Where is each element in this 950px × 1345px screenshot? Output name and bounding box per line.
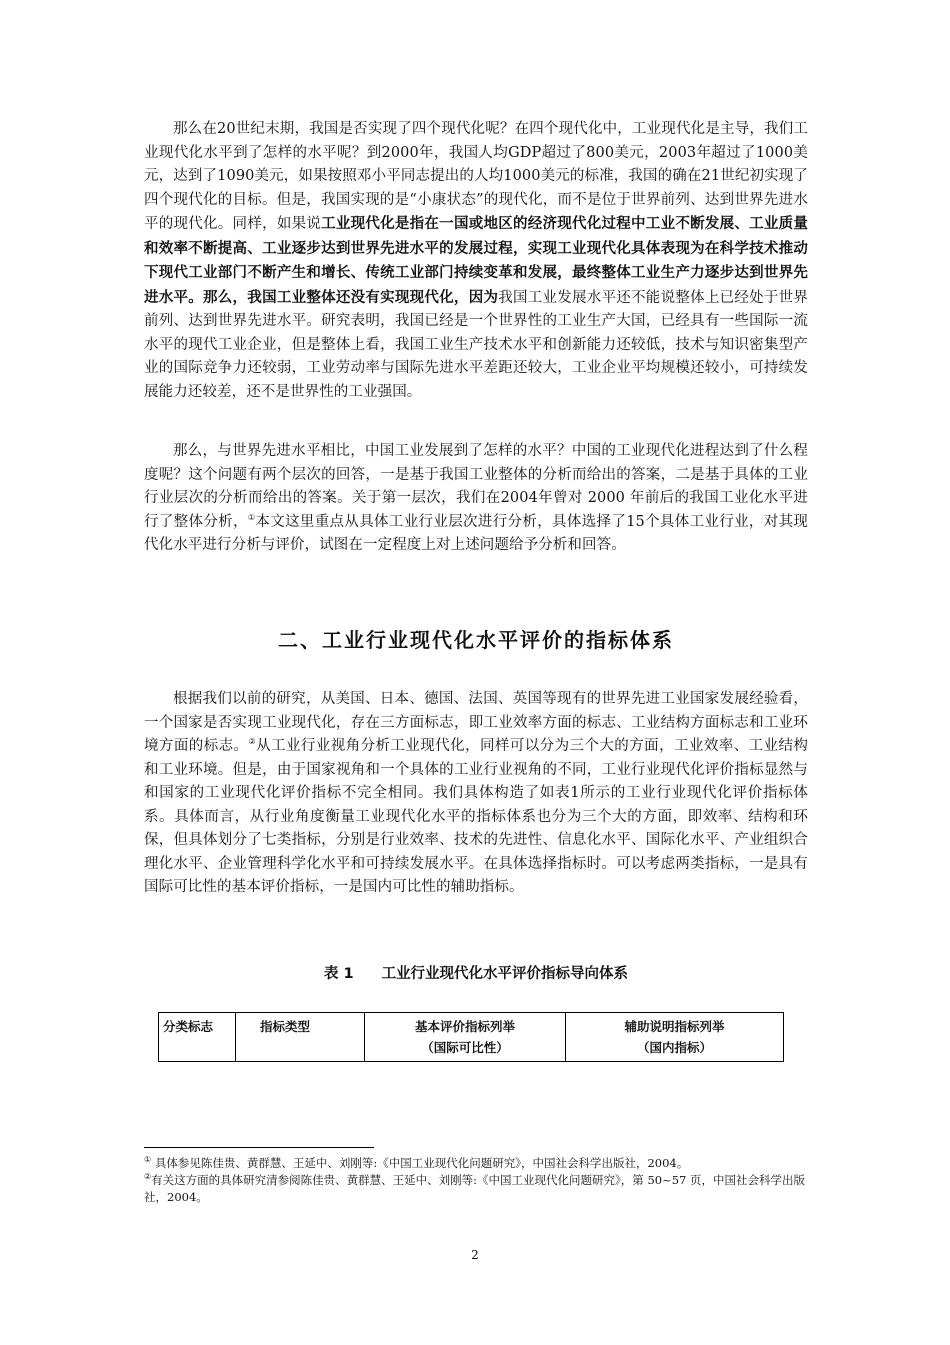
header-auxiliary-indicators — [566, 1013, 784, 1062]
footnote-ref-1[interactable]: ① — [247, 512, 256, 522]
paragraph-2 — [144, 440, 808, 558]
header-category-label: 分类标志 — [163, 1019, 214, 1034]
paragraph-1-text-end: 我国工业发展水平还不能说整体上已经处于世界前列、达到世界先进水平。研究表明，我国已经是一个世界性的工业生产大国，已经具有一些国际一流水平的现代工业企业，但是整体上看，我国工业生产技术水平和创新能力还较低，技术与知识密集型产业的国际竞争力还较弱，工业劳动率与国际先进水平差距还较大，工业企业平均规模还较小，可持续发展能力还较差，还不是世界性的工业强国。 — [144, 289, 808, 400]
paragraph-1 — [144, 118, 808, 404]
footnote-2-mark: ② — [144, 1172, 152, 1182]
table-title: 工业行业现代化水平评价指标导向体系 — [381, 966, 629, 982]
footnote-1-text: 具体参见陈佳贵、黄群慧、王延中、刘刚等:《中国工业现代化问题研究》，中国社会科学出版社，2004。 — [151, 1156, 689, 1170]
paragraph-3-text-end: 从工业行业视角分析工业现代化，同样可以分为三个大的方面，工业效率、工业结构和工业环境。但是，由于国家视角和一个具体的工业行业视角的不同，工业行业现代化评价指标显然与和国家的工业现代化评价指标不完全相同。我们具体构造了如表1所示的工业行业现代化评价指标体系。具体而言，从行业角度衡量工业现代化水平的指标体系也分为三个大的方面，即效率、结构和环保，但具体划分了七类指标，分别是行业效率、技术的先进性、信息化水平、国际化水平、产业组织合理化水平、企业管理科学化水平和可持续发展水平。在具体选择指标时。可以考虑两类指标，一是具有国际可比性的基本评价指标，一是国内可比性的辅助指标。 — [144, 738, 809, 895]
footnote-divider — [144, 1147, 374, 1148]
table-number: 表 1 — [323, 966, 354, 982]
table-header-row — [159, 1013, 784, 1062]
header-auxiliary-indicators-sublabel: （国内指标） — [636, 1040, 712, 1055]
header-basic-indicators — [365, 1013, 566, 1062]
paragraph-3 — [144, 688, 808, 900]
footnote-1-mark: ① — [144, 1155, 152, 1165]
paragraph-1-bold-text: 工业现代化是指在一国或地区的经济现代化过程中工业不断发展、工业质量和效率不断提高、工业逐步达到世界先进水平的发展过程，实现工业现代化具体表现为在科学技术推动下现代工业部门不断产生和增长、传统工业部门持续变革和发展，最终整体工业生产力逐步达到世界先进水平。那么，我国工业整体还没有实现现代化，因为 — [144, 215, 808, 306]
header-indicator-type — [236, 1013, 365, 1062]
section-heading: 二、工业行业现代化水平评价的指标体系 — [278, 628, 674, 652]
header-basic-indicators-sublabel: （国际可比性） — [421, 1040, 509, 1055]
header-auxiliary-indicators-label: 辅助说明指标列举 — [624, 1019, 725, 1034]
header-basic-indicators-label: 基本评价指标列举 — [414, 1019, 515, 1034]
footnote-1 — [144, 1155, 808, 1172]
paragraph-2-text-end: 本文这里重点从具体工业行业层次进行分析，具体选择了15个具体工业行业，对其现代化水平进行分析与评价，试图在一定程度上对上述问题给予分析和回答。 — [144, 513, 809, 553]
paragraph-1-text: 那么在20世纪末期，我国是否实现了四个现代化呢？在四个现代化中，工业现代化是主导，我们工业现代化水平到了怎样的水平呢？到2000年，我国人均GDP超过了800美元，2003年超过了1000美元，达到了1090美元，如果按照邓小平同志提出的人均1000美元的标准，我国的确在21世纪初实现了四个现代化的目标。但是，我国实现的是“小康状态”的现代化，而不是位于世界前列、达到世界先进水平的现代化。同样，如果说 — [144, 121, 808, 232]
header-indicator-type-label: 指标类型 — [260, 1019, 311, 1034]
paragraph-3-text: 根据我们以前的研究，从美国、日本、德国、法国、英国等现有的世界先进工业国家发展经验看，一个国家是否实现工业现代化，存在三方面标志，即工业效率方面的标志、工业结构方面标志和工业环境方面的标志。 — [144, 691, 808, 754]
footnote-2 — [144, 1172, 808, 1206]
indicator-table — [158, 1012, 784, 1062]
header-category — [159, 1013, 236, 1062]
paragraph-2-text: 那么，与世界先进水平相比，中国工业发展到了怎样的水平？中国的工业现代化进程达到了什么程度呢？这个问题有两个层次的回答，一是基于我国工业整体的分析而给出的答案，二是基于具体的工业行业层次的分析而给出的答案。关于第一层次，我们在2004年曾对 2000 年前后的我国工业化水平进行了整体分析， — [144, 443, 808, 530]
footnote-2-text: 有关这方面的具体研究清参阅陈佳贵、黄群慧、王延中、刘刚等:《中国工业现代化问题研究》，第 50~57 页，中国社会科学出版社，2004。 — [144, 1173, 806, 1204]
page-number: 2 — [471, 1248, 479, 1262]
footnote-ref-2[interactable]: ② — [248, 737, 257, 747]
table-caption — [144, 962, 808, 983]
